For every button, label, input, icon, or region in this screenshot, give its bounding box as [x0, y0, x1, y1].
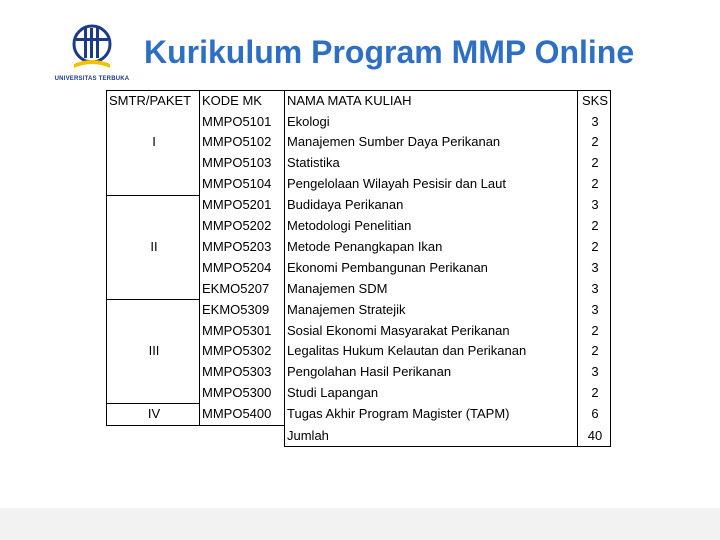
semester-cell: I — [107, 132, 200, 153]
table-row — [107, 237, 611, 258]
semester-cell — [107, 383, 200, 404]
course-code-cell: MMPO5101 — [202, 113, 272, 129]
total-row — [107, 426, 611, 447]
table-row — [107, 278, 611, 299]
total-value: 40 — [578, 426, 611, 447]
curriculum-table — [106, 90, 611, 447]
semester-cell — [107, 278, 200, 299]
university-logo — [52, 24, 132, 88]
table-header-row — [107, 91, 611, 112]
course-code-cell: EKMO5309 — [202, 301, 270, 317]
semester-cell — [107, 258, 200, 279]
semester-cell: IV — [107, 404, 200, 426]
credits-cell: 2 — [578, 174, 611, 195]
table-row — [107, 112, 611, 133]
table-row — [107, 174, 611, 195]
course-name-cell: Pengelolaan Wilayah Pesisir dan Laut — [285, 174, 578, 195]
credits-cell: 3 — [578, 278, 611, 299]
logo-caption: UNIVERSITAS TERBUKA — [54, 76, 130, 82]
credits-cell: 3 — [578, 195, 611, 216]
credits-cell: 2 — [578, 132, 611, 153]
course-code-cell: MMPO5300 — [202, 385, 272, 401]
credits-cell: 2 — [578, 321, 611, 342]
table-row — [107, 153, 611, 174]
course-name-cell: Metodologi Penelitian — [285, 216, 578, 237]
course-code-cell: MMPO5301 — [202, 322, 272, 338]
course-code-cell: MMPO5201 — [202, 197, 272, 213]
credits-cell: 2 — [578, 153, 611, 174]
table-row — [107, 195, 611, 216]
course-code-cell: EKMO5207 — [202, 280, 270, 296]
page-title: Kurikulum Program MMP Online — [144, 34, 635, 70]
header-credits: SKS — [578, 91, 611, 112]
credits-cell: 2 — [578, 237, 611, 258]
credits-cell: 3 — [578, 258, 611, 279]
table-row — [107, 362, 611, 383]
total-label: Jumlah — [285, 426, 578, 447]
semester-cell — [107, 362, 200, 383]
course-code-cell: MMPO5102 — [202, 134, 272, 150]
course-name-cell: Pengolahan Hasil Perikanan — [285, 362, 578, 383]
header-course-name: NAMA MATA KULIAH — [285, 91, 578, 112]
course-code-cell: MMPO5104 — [202, 176, 272, 192]
semester-cell — [107, 174, 200, 195]
semester-cell — [107, 216, 200, 237]
table-row — [107, 321, 611, 342]
credits-cell: 3 — [578, 299, 611, 320]
empty-cell — [200, 426, 285, 447]
course-name-cell: Manajemen Sumber Daya Perikanan — [285, 132, 578, 153]
semester-cell — [107, 112, 200, 133]
course-name-cell: Manajemen Stratejik — [285, 299, 578, 320]
semester-cell — [107, 195, 200, 216]
course-name-cell: Tugas Akhir Program Magister (TAPM) — [285, 404, 578, 426]
course-name-cell: Legalitas Hukum Kelautan dan Perikanan — [285, 341, 578, 362]
table-row — [107, 383, 611, 404]
course-name-cell: Sosial Ekonomi Masyarakat Perikanan — [285, 321, 578, 342]
course-name-cell: Ekologi — [285, 112, 578, 133]
header-course-code: KODE MK — [200, 91, 285, 112]
course-name-cell: Ekonomi Pembangunan Perikanan — [285, 258, 578, 279]
credits-cell: 2 — [578, 383, 611, 404]
semester-cell — [107, 299, 200, 320]
credits-cell: 3 — [578, 112, 611, 133]
course-code-cell: MMPO5204 — [202, 259, 272, 275]
table-row — [107, 258, 611, 279]
credits-cell: 3 — [578, 362, 611, 383]
empty-cell — [107, 426, 200, 447]
credits-cell: 6 — [578, 404, 611, 426]
course-name-cell: Metode Penangkapan Ikan — [285, 237, 578, 258]
course-code-cell: MMPO5202 — [202, 218, 272, 234]
university-emblem-icon — [70, 24, 114, 72]
course-code-cell: MMPO5400 — [200, 404, 285, 426]
course-name-cell: Budidaya Perikanan — [285, 195, 578, 216]
course-code-cell: MMPO5302 — [202, 343, 272, 359]
course-name-cell: Statistika — [285, 153, 578, 174]
semester-cell: II — [107, 237, 200, 258]
credits-cell: 2 — [578, 341, 611, 362]
semester-cell — [107, 153, 200, 174]
course-name-cell: Studi Lapangan — [285, 383, 578, 404]
table-row — [107, 132, 611, 153]
credits-cell: 2 — [578, 216, 611, 237]
semester-cell: III — [107, 341, 200, 362]
course-code-cell: MMPO5203 — [202, 238, 272, 254]
table-row — [107, 216, 611, 237]
course-code-cell: MMPO5103 — [202, 155, 272, 171]
course-code-cell: MMPO5303 — [202, 364, 272, 380]
semester-cell — [107, 321, 200, 342]
course-name-cell: Manajemen SDM — [285, 278, 578, 299]
footer-band — [0, 508, 720, 540]
table-row — [107, 341, 611, 362]
table-row — [107, 404, 611, 426]
table-row — [107, 299, 611, 320]
header-semester: SMTR/PAKET — [107, 91, 200, 112]
